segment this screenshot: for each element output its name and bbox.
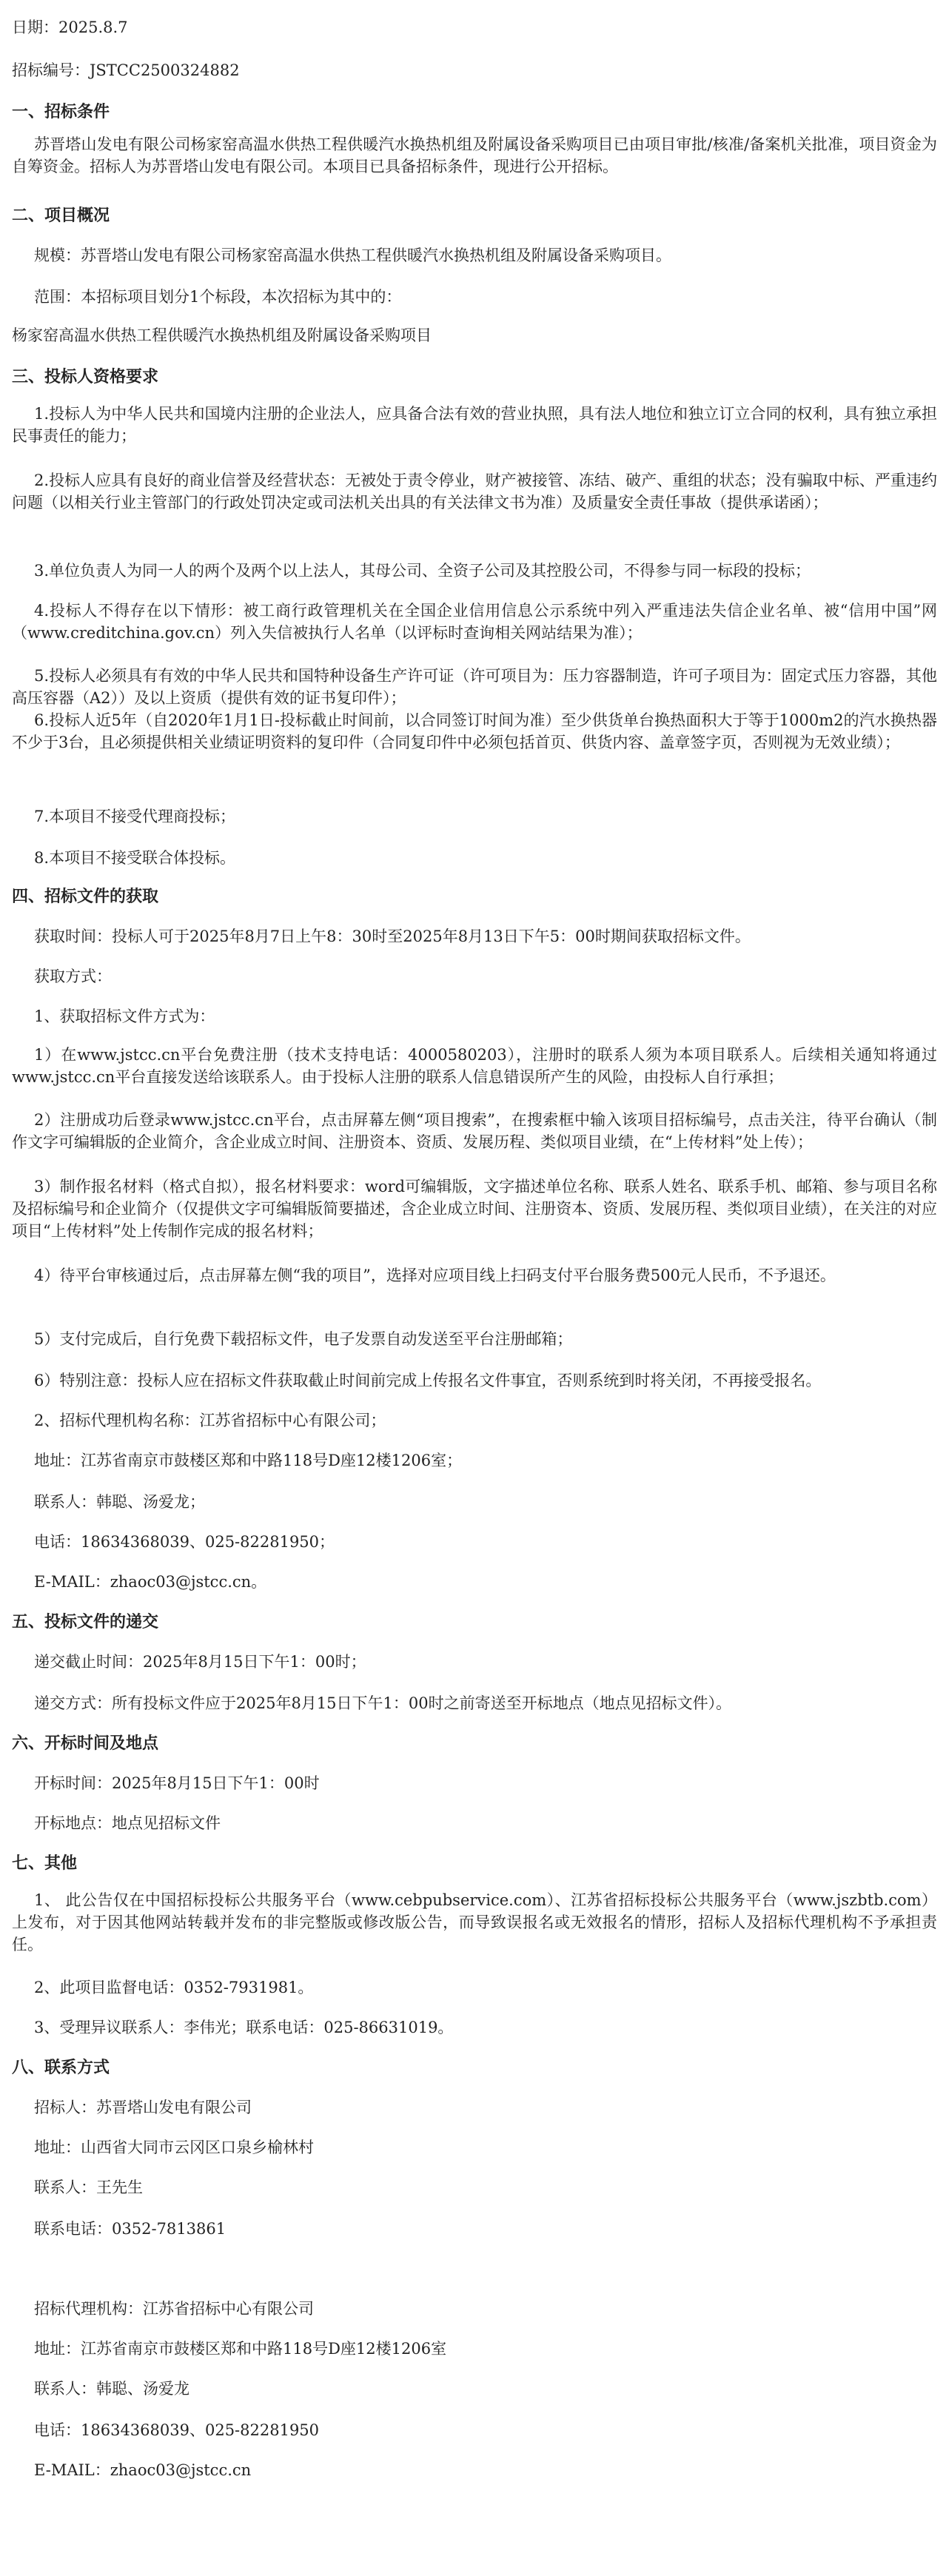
bid-number: 招标编号：JSTCC2500324882 — [12, 61, 240, 79]
tenderer-phone: 联系电话：0352-7813861 — [34, 2220, 227, 2238]
qualification-item: 6.投标人近5年（自2020年1月1日-投标截止时间前，以合同签订时间为准）至少供货单台换热面积大于等于1000m2的汽水换热器不少于3台，且必须提供相关业绩证明资料的复印件（合同复印件中必须包括首页、供货内容、盖章签字页，否则视为无效业绩）； — [12, 711, 937, 751]
agent-email: E-MAIL：zhaoc03@jstcc.cn — [34, 2461, 252, 2479]
opening-time: 开标时间：2025年8月15日下午1：00时 — [34, 1774, 320, 1792]
obtain-step: 6）特别注意：投标人应在招标文件获取截止时间前完成上传报名文件事宜，否则系统到时将关闭，不再接受报名。 — [34, 1372, 822, 1389]
objection-contact: 3、受理异议联系人：李伟光；联系电话：025-86631019。 — [34, 2019, 454, 2036]
agency-name: 2、招标代理机构名称：江苏省招标中心有限公司； — [34, 1412, 386, 1429]
project-scope: 范围：本招标项目划分1个标段，本次招标为其中的： — [34, 288, 402, 306]
agent-name: 招标代理机构：江苏省招标中心有限公司 — [34, 2300, 314, 2318]
obtain-step: 3）制作报名材料（格式自拟），报名材料要求：word可编辑版，文字描述单位名称、联系人姓名、联系手机、邮箱、参与项目名称及招标编号和企业简介（仅提供文字可编辑版简要描述，含企业成立时间、注册资本、资质、发展历程、类似项目业绩），在关注的对应项目“上传材料”处上传制作完成的报名材料； — [12, 1178, 937, 1240]
obtain-method-title: 1、获取招标文件方式为： — [34, 1007, 215, 1025]
section-heading-obtain-documents: 四、招标文件的获取 — [12, 887, 159, 906]
submission-deadline: 递交截止时间：2025年8月15日下午1：00时； — [34, 1653, 366, 1671]
date-line: 日期：2025.8.7 — [12, 19, 128, 36]
section-heading-opening: 六、开标时间及地点 — [12, 1734, 159, 1753]
qualification-item: 7.本项目不接受代理商投标； — [34, 808, 236, 825]
agency-phone: 电话：18634368039、025-82281950； — [34, 1533, 335, 1551]
bid-conditions-paragraph: 苏晋塔山发电有限公司杨家窑高温水供热工程供暖汽水换热机组及附属设备采购项目已由项目审批/核准/备案机关批准，项目资金为自筹资金。招标人为苏晋塔山发电有限公司。本项目已具备招标条件，现进行公开招标。 — [12, 135, 937, 175]
project-scale: 规模：苏晋塔山发电有限公司杨家窑高温水供热工程供暖汽水换热机组及附属设备采购项目。 — [34, 246, 671, 264]
obtain-step: 4）待平台审核通过后，点击屏幕左侧“我的项目”，选择对应项目线上扫码支付平台服务费500元人民币，不予退还。 — [34, 1267, 836, 1284]
tenderer-name: 招标人：苏晋塔山发电有限公司 — [34, 2099, 252, 2116]
project-lot-name: 杨家窑高温水供热工程供暖汽水换热机组及附属设备采购项目 — [12, 326, 432, 344]
section-heading-contacts: 八、联系方式 — [12, 2058, 110, 2077]
supervision-phone: 2、此项目监督电话：0352-7931981。 — [34, 1979, 314, 1996]
qualification-item: 5.投标人必须具有有效的中华人民共和国特种设备生产许可证（许可项目为：压力容器制造，许可子项目为：固定式压力容器，其他高压容器（A2））及以上资质（提供有效的证书复印件）； — [12, 667, 937, 707]
qualification-item: 2.投标人应具有良好的商业信誉及经营状态：无被处于责令停业，财产被接管、冻结、破产、重组的状态；没有骗取中标、严重违约问题（以相关行业主管部门的行政处罚决定或司法机关出具的有关法律文书为准）及质量安全责任事故（提供承诺函）； — [12, 472, 937, 511]
section-heading-qualifications: 三、投标人资格要求 — [12, 367, 159, 386]
obtain-time: 获取时间：投标人可于2025年8月7日上午8：30时至2025年8月13日下午5：00时期间获取招标文件。 — [34, 928, 751, 945]
agency-address: 地址：江苏省南京市鼓楼区郑和中路118号D座12楼1206室； — [34, 1452, 463, 1469]
section-heading-submission: 五、投标文件的递交 — [12, 1612, 159, 1631]
other-notice: 1、 此公告仅在中国招标投标公共服务平台（www.cebpubservice.com）、江苏省招标投标公共服务平台（www.jszbtb.com）上发布，对于因其他网站转载并发布的非完整版或修改版公告，而导致误报名或无效报名的情形，招标人及招标代理机构不予承担责任。 — [12, 1891, 937, 1953]
obtain-step: 5）支付完成后，自行免费下载招标文件，电子发票自动发送至平台注册邮箱； — [34, 1330, 573, 1348]
qualification-item: 3.单位负责人为同一人的两个及两个以上法人，其母公司、全资子公司及其控股公司，不得参与同一标段的投标； — [34, 562, 811, 580]
qualification-item: 1.投标人为中华人民共和国境内注册的企业法人，应具备合法有效的营业执照，具有法人地位和独立订立合同的权利，具有独立承担民事责任的能力； — [12, 405, 937, 445]
section-heading-bid-conditions: 一、招标条件 — [12, 102, 110, 121]
agency-email: E-MAIL：zhaoc03@jstcc.cn。 — [34, 1573, 267, 1591]
section-heading-other: 七、其他 — [12, 1854, 78, 1873]
obtain-step: 1）在www.jstcc.cn平台免费注册（技术支持电话：4000580203），注册时的联系人须为本项目联系人。后续相关通知将通过www.jstcc.cn平台直接发送给该联系人。由于投标人注册的联系人信息错误所产生的风险，由投标人自行承担； — [12, 1046, 937, 1086]
qualification-item: 4.投标人不得存在以下情形：被工商行政管理机关在全国企业信用信息公示系统中列入严重违法失信企业名单、被“信用中国”网（www.creditchina.gov.cn）列入失信被执行人名单（以评标时查询相关网站结果为准）； — [12, 602, 937, 642]
agent-contact: 联系人：韩聪、汤爱龙 — [34, 2380, 189, 2398]
agent-phone: 电话：18634368039、025-82281950 — [34, 2421, 320, 2439]
submission-method: 递交方式：所有投标文件应于2025年8月15日下午1：00时之前寄送至开标地点（地点见招标文件）。 — [34, 1694, 732, 1712]
obtain-step: 2）注册成功后登录www.jstcc.cn平台，点击屏幕左侧“项目搜索”，在搜索框中输入该项目招标编号，点击关注，待平台确认（制作文字可编辑版的企业简介，含企业成立时间、注册资本、资质、发展历程、类似项目业绩，在“上传材料”处上传）； — [12, 1111, 937, 1151]
tenderer-address: 地址：山西省大同市云冈区口泉乡榆林村 — [34, 2139, 314, 2156]
agency-contact: 联系人：韩聪、汤爱龙； — [34, 1493, 205, 1511]
section-heading-project-overview: 二、项目概况 — [12, 206, 110, 225]
opening-place: 开标地点：地点见招标文件 — [34, 1814, 221, 1832]
agent-address: 地址：江苏省南京市鼓楼区郑和中路118号D座12楼1206室 — [34, 2340, 447, 2358]
tenderer-contact: 联系人：王先生 — [34, 2178, 143, 2196]
qualification-item: 8.本项目不接受联合体投标。 — [34, 849, 236, 867]
obtain-method-label: 获取方式： — [34, 967, 112, 985]
